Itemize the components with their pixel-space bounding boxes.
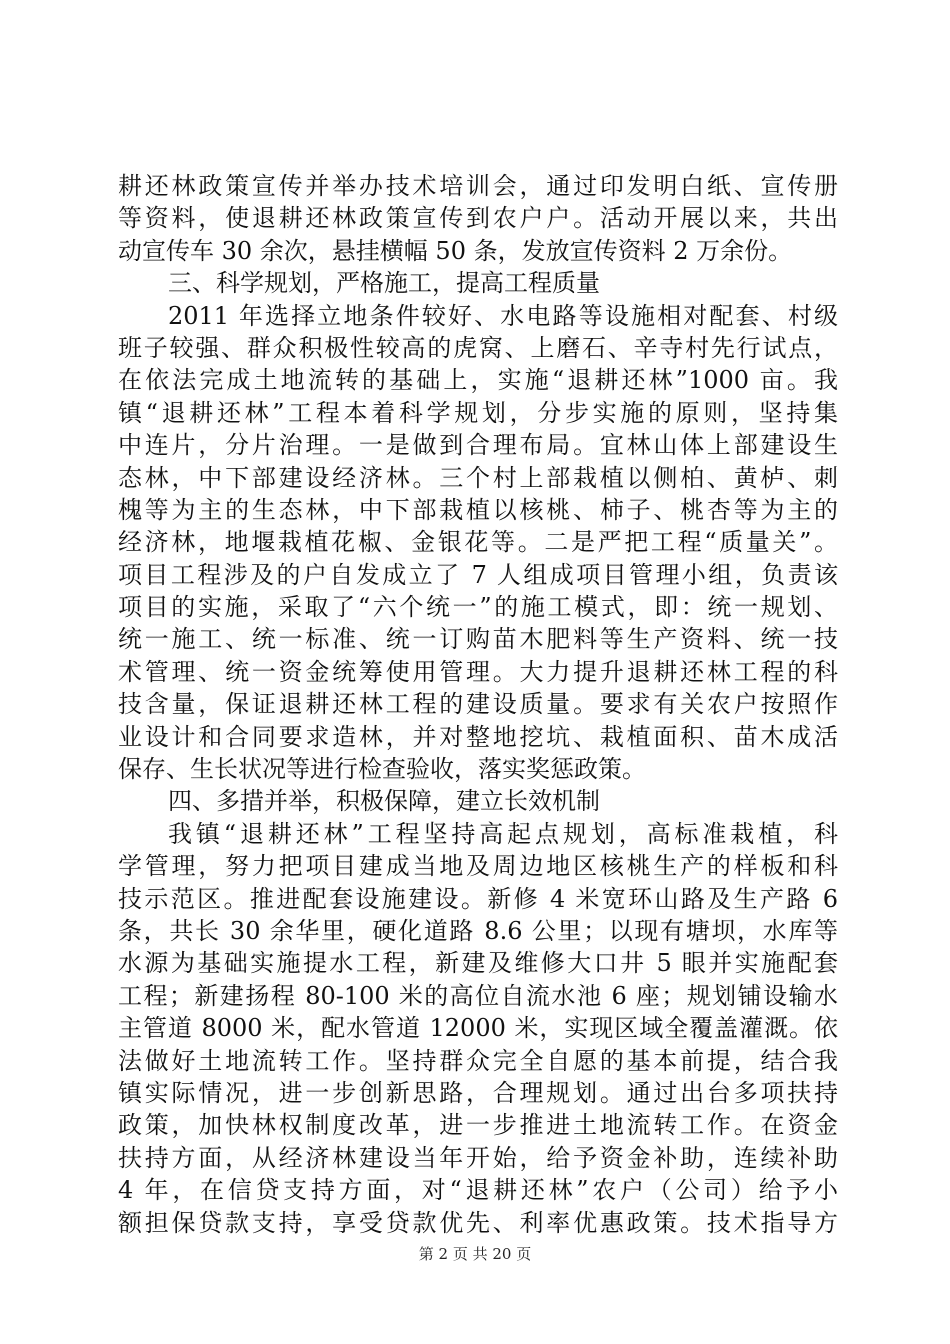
text-line: 法做好土地流转工作。坚持群众完全自愿的基本前提，结合我 <box>118 1046 838 1075</box>
text-line: 额担保贷款支持，享受贷款优先、利率优惠政策。技术指导方 <box>118 1208 838 1237</box>
text-line: 学管理，努力把项目建成当地及周边地区核桃生产的样板和科 <box>118 852 838 881</box>
text-line: 耕还林政策宣传并举办技术培训会，通过印发明白纸、宣传册 <box>118 172 838 200</box>
text-line: 主管道 8000 米，配水管道 12000 米，实现区域全覆盖灌溉。依 <box>118 1014 838 1043</box>
text-line: 统一施工、统一标准、统一订购苗木肥料等生产资料、统一技 <box>118 625 838 654</box>
text-line: 政策，加快林权制度改革，进一步推进土地流转工作。在资金 <box>118 1111 838 1140</box>
text-line: 水源为基础实施提水工程，新建及维修大口井 5 眼并实施配套 <box>118 949 838 978</box>
text-line: 班子较强、群众积极性较高的虎窝、上磨石、辛寺村先行试点， <box>118 333 838 362</box>
text-line: 镇“退耕还林”工程本着科学规划，分步实施的原则，坚持集 <box>118 398 838 427</box>
text-line: 项目的实施，采取了“六个统一”的施工模式，即：统一规划、 <box>118 593 838 622</box>
text-line: 条，共长 30 余华里，硬化道路 8.6 公里；以现有塘坝，水库等 <box>118 916 838 945</box>
text-line: 4 年，在信贷支持方面，对“退耕还林”农户（公司）给予小 <box>118 1176 838 1205</box>
text-line: 在依法完成土地流转的基础上，实施“退耕还林”1000 亩。我 <box>118 366 838 395</box>
paragraph-mechanism <box>118 818 838 1239</box>
text-line: 态林，中下部建设经济林。三个村上部栽植以侧柏、黄栌、刺 <box>118 463 838 492</box>
document-body <box>118 170 838 1239</box>
section-heading-4: 四、多措并举，积极保障，建立长效机制 <box>168 787 600 816</box>
paragraph-planning <box>118 300 838 786</box>
text-line: 业设计和合同要求造林，并对整地挖坑、栽植面积、苗木成活 <box>118 722 838 751</box>
text-line: 2011 年选择立地条件较好、水电路等设施相对配套、村级 <box>168 301 838 330</box>
text-line: 保存、生长状况等进行检查验收，落实奖惩政策。 <box>118 755 646 784</box>
text-line: 技含量，保证退耕还林工程的建设质量。要求有关农户按照作 <box>118 690 838 719</box>
text-line: 中连片，分片治理。一是做到合理布局。宜林山体上部建设生 <box>118 431 838 460</box>
text-line: 等资料，使退耕还林政策宣传到农户户。活动开展以来，共出 <box>118 204 838 233</box>
text-line: 经济林，地堰栽植花椒、金银花等。二是严把工程“质量关”。 <box>118 528 838 557</box>
text-line: 术管理、统一资金统筹使用管理。大力提升退耕还林工程的科 <box>118 657 838 686</box>
text-line: 项目工程涉及的户自发成立了 7 人组成项目管理小组，负责该 <box>118 560 838 589</box>
text-line: 我镇“退耕还林”工程坚持高起点规划，高标准栽植，科 <box>168 819 838 848</box>
text-line: 镇实际情况，进一步创新思路，合理规划。通过出台多项扶持 <box>118 1078 838 1107</box>
paragraph-publicity <box>118 170 838 267</box>
text-line: 工程；新建扬程 80-100 米的高位自流水池 6 座；规划铺设输水 <box>118 981 838 1010</box>
page-number-footer: 第 2 页 共 20 页 <box>418 1245 532 1263</box>
text-line: 技示范区。推进配套设施建设。新修 4 米宽环山路及生产路 6 <box>118 884 838 913</box>
text-line: 扶持方面，从经济林建设当年开始，给予资金补助，连续补助 <box>118 1143 838 1172</box>
text-line: 动宣传车 30 余次，悬挂横幅 50 条，发放宣传资料 2 万余份。 <box>118 236 793 265</box>
text-line: 槐等为主的生态林，中下部栽植以核桃、柿子、桃杏等为主的 <box>118 495 838 524</box>
section-heading-3: 三、科学规划，严格施工，提高工程质量 <box>168 269 600 298</box>
